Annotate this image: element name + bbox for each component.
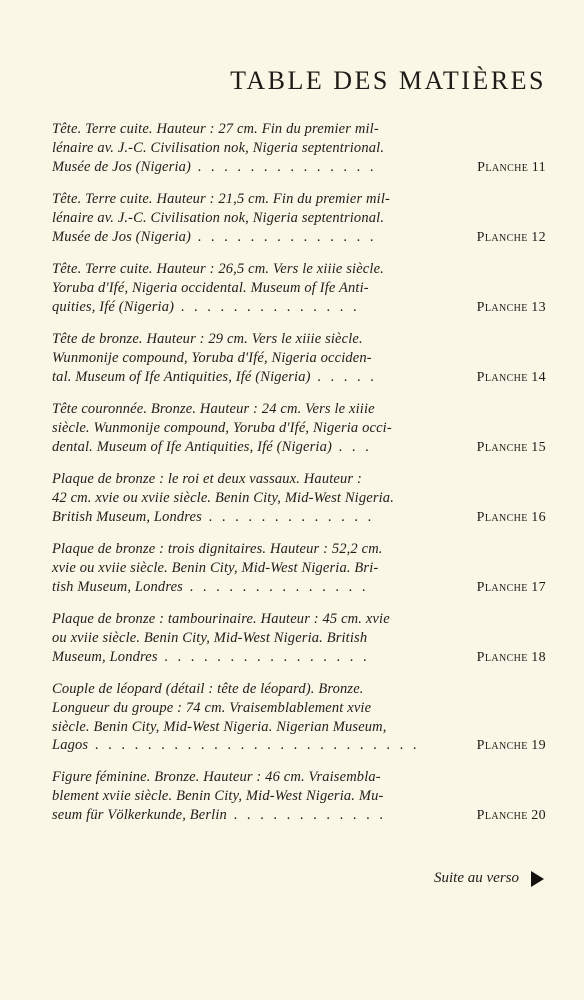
leader-dots: . . . xyxy=(331,438,372,455)
entry-description xyxy=(52,768,456,824)
plate-number: 11 xyxy=(531,159,546,175)
entry-line: dental. Museum of Ife Antiquities, Ifé (Nigeria) xyxy=(52,438,332,455)
leader-dots: . . . . . . . . . . . . . . xyxy=(191,158,377,175)
contents-entry xyxy=(52,610,546,680)
plate-number: 14 xyxy=(531,369,546,385)
entry-line: Tête de bronze. Hauteur : 29 cm. Vers le xiiie siècle. xyxy=(52,331,363,347)
leader-dots: . . . . . . . . . . . . . . . . . . . . . . . . . xyxy=(88,737,420,754)
plate-label: Planche xyxy=(476,807,528,823)
entry-description xyxy=(52,190,456,246)
entry-line: lénaire av. J.-C. Civilisation nok, Nigeria septentrional. xyxy=(52,139,385,156)
plate-reference xyxy=(477,298,546,318)
entry-line: Tête couronnée. Bronze. Hauteur : 24 cm. Vers le xiiie xyxy=(52,401,375,417)
entry-line: Plaque de bronze : tambourinaire. Hauteur : 45 cm. xvie xyxy=(52,611,390,627)
page-title: TABLE DES MATIÈRES xyxy=(230,66,546,95)
entry-line: Longueur du groupe : 74 cm. Vraisemblablement xvie xyxy=(52,699,372,716)
entry-line: Plaque de bronze : trois dignitaires. Hauteur : 52,2 cm. xyxy=(52,541,383,557)
entry-line: Musée de Jos (Nigeria) xyxy=(52,228,191,245)
plate-reference xyxy=(477,806,546,826)
leader-dots: . . . . . . . . . . . . . . xyxy=(191,228,377,245)
plate-reference xyxy=(477,508,546,528)
leader-dots: . . . . . xyxy=(310,368,377,385)
entry-line: tal. Museum of Ife Antiquities, Ifé (Nigeria) xyxy=(52,368,311,385)
plate-number: 16 xyxy=(531,509,546,525)
plate-label: Planche xyxy=(476,649,528,665)
entry-line: Couple de léopard (détail : tête de léopard). Bronze. xyxy=(52,681,364,697)
plate-label: Planche xyxy=(476,738,528,754)
leader-dots: . . . . . . . . . . . . . . . . xyxy=(157,648,370,665)
continued-note xyxy=(434,870,544,887)
plate-number: 18 xyxy=(531,649,546,665)
entry-description xyxy=(52,330,456,386)
plate-reference xyxy=(477,438,546,458)
plate-number: 20 xyxy=(531,807,546,823)
entry-description xyxy=(52,400,456,456)
entry-line: blement xviie siècle. Benin City, Mid-West Nigeria. Mu- xyxy=(52,787,384,804)
entry-line: xvie ou xviie siècle. Benin City, Mid-West Nigeria. Bri- xyxy=(52,559,379,576)
entry-line: Musée de Jos (Nigeria) xyxy=(52,158,191,175)
plate-label: Planche xyxy=(476,299,528,315)
plate-reference xyxy=(477,228,546,248)
entry-description xyxy=(52,260,456,316)
contents-entry xyxy=(52,400,546,470)
plate-number: 17 xyxy=(531,579,546,595)
plate-label: Planche xyxy=(477,159,529,175)
entry-line: British Museum, Londres xyxy=(52,508,202,525)
contents-list xyxy=(52,120,546,838)
plate-label: Planche xyxy=(476,369,528,385)
entry-description xyxy=(52,120,456,176)
entry-line: lénaire av. J.-C. Civilisation nok, Nigeria septentrional. xyxy=(52,209,385,226)
plate-number: 15 xyxy=(531,439,546,455)
plate-reference xyxy=(477,648,546,668)
plate-reference xyxy=(477,736,546,756)
entry-description xyxy=(52,470,456,526)
entry-line: quities, Ifé (Nigeria) xyxy=(52,298,175,315)
contents-entry xyxy=(52,470,546,540)
entry-line: ou xviie siècle. Benin City, Mid-West Nigeria. British xyxy=(52,629,368,646)
plate-number: 12 xyxy=(531,229,546,245)
leader-dots: . . . . . . . . . . . . . . xyxy=(174,298,360,315)
plate-label: Planche xyxy=(476,579,528,595)
leader-dots: . . . . . . . . . . . . . . xyxy=(182,578,369,595)
entry-line: siècle. Wunmonije compound, Yoruba d'Ifé, Nigeria occi- xyxy=(52,419,392,436)
leader-dots: . . . . . . . . . . . . . xyxy=(201,508,375,525)
entry-line: Museum, Londres xyxy=(52,648,158,665)
entry-line: Yoruba d'Ifé, Nigeria occidental. Museum of Ife Anti- xyxy=(52,279,369,296)
entry-line: Wunmonije compound, Yoruba d'Ifé, Nigeria occiden- xyxy=(52,349,372,366)
entry-description xyxy=(52,680,456,755)
entry-description xyxy=(52,540,456,596)
entry-line: Tête. Terre cuite. Hauteur : 21,5 cm. Fin du premier mil- xyxy=(52,191,390,207)
contents-entry xyxy=(52,120,546,190)
plate-label: Planche xyxy=(476,439,528,455)
plate-reference xyxy=(477,368,546,388)
contents-entry xyxy=(52,768,546,838)
entry-description xyxy=(52,610,456,666)
entry-line: Lagos xyxy=(52,737,89,754)
entry-line: Plaque de bronze : le roi et deux vassaux. Hauteur : xyxy=(52,471,362,487)
entry-line: 42 cm. xvie ou xviie siècle. Benin City, Mid-West Nigeria. xyxy=(52,489,394,506)
plate-number: 13 xyxy=(531,299,546,315)
entry-line: seum für Völkerkunde, Berlin xyxy=(52,806,227,823)
entry-line: Tête. Terre cuite. Hauteur : 26,5 cm. Vers le xiiie siècle. xyxy=(52,261,384,277)
entry-line: siècle. Benin City, Mid-West Nigeria. Nigerian Museum, xyxy=(52,718,387,735)
continued-text: Suite au verso xyxy=(434,870,519,886)
plate-label: Planche xyxy=(476,509,528,525)
plate-reference xyxy=(477,158,546,178)
plate-number: 19 xyxy=(531,738,546,754)
contents-entry xyxy=(52,190,546,260)
leader-dots: . . . . . . . . . . . . xyxy=(226,806,386,823)
entry-line: tish Museum, Londres xyxy=(52,578,183,595)
contents-entry xyxy=(52,330,546,400)
entry-line: Figure féminine. Bronze. Hauteur : 46 cm. Vraisembla- xyxy=(52,769,381,785)
entry-line: Tête. Terre cuite. Hauteur : 27 cm. Fin du premier mil- xyxy=(52,121,379,137)
contents-entry xyxy=(52,260,546,330)
plate-reference xyxy=(477,578,546,598)
contents-entry xyxy=(52,680,546,768)
contents-entry xyxy=(52,540,546,610)
right-triangle-icon xyxy=(531,871,544,887)
plate-label: Planche xyxy=(476,229,528,245)
